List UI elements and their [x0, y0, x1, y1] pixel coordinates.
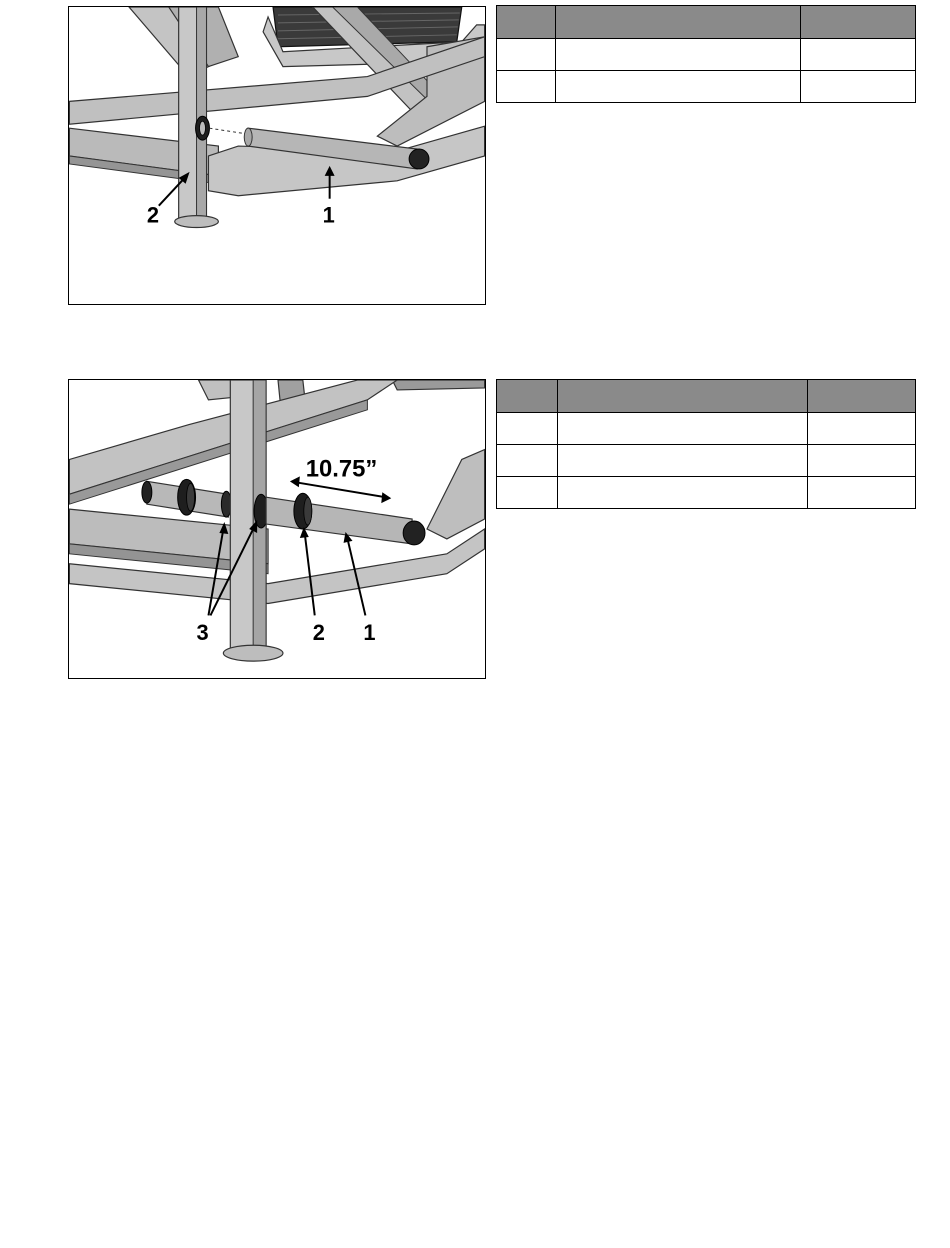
table-cell [497, 445, 558, 477]
table-header-cell [801, 6, 916, 39]
table-cell [556, 39, 801, 71]
table-cell [558, 445, 808, 477]
table-cell [808, 445, 916, 477]
table-header-row [497, 6, 916, 39]
callout-1: 1 [322, 202, 335, 228]
table-cell [497, 413, 558, 445]
table-header-cell [558, 380, 808, 413]
figure-1-illustration [69, 7, 485, 304]
table-cell [558, 413, 808, 445]
figure-2-illustration [69, 380, 485, 678]
table-cell [497, 477, 558, 509]
table-cell [497, 39, 556, 71]
table-cell [558, 477, 808, 509]
callout-1: 1 [363, 620, 376, 646]
figure-1-rod-install [68, 6, 486, 305]
parts-table-1 [496, 5, 916, 103]
table-cell [801, 71, 916, 103]
table-header-row [497, 380, 916, 413]
table-cell [497, 71, 556, 103]
table-cell [808, 477, 916, 509]
callout-2: 2 [146, 202, 160, 228]
table-header-cell [497, 380, 558, 413]
callout-2: 2 [312, 620, 325, 646]
table-row [497, 39, 916, 71]
dimension-label: 10.75” [305, 455, 378, 483]
figure-2-rod-assembly [68, 379, 486, 679]
callout-3: 3 [196, 620, 209, 646]
table-cell [556, 71, 801, 103]
table-row [497, 477, 916, 509]
table-row [497, 413, 916, 445]
table-header-cell [497, 6, 556, 39]
table-header-cell [808, 380, 916, 413]
parts-table-2 [496, 379, 916, 509]
table-row [497, 445, 916, 477]
table-header-cell [556, 6, 801, 39]
table-cell [801, 39, 916, 71]
table-row [497, 71, 916, 103]
table-cell [808, 413, 916, 445]
